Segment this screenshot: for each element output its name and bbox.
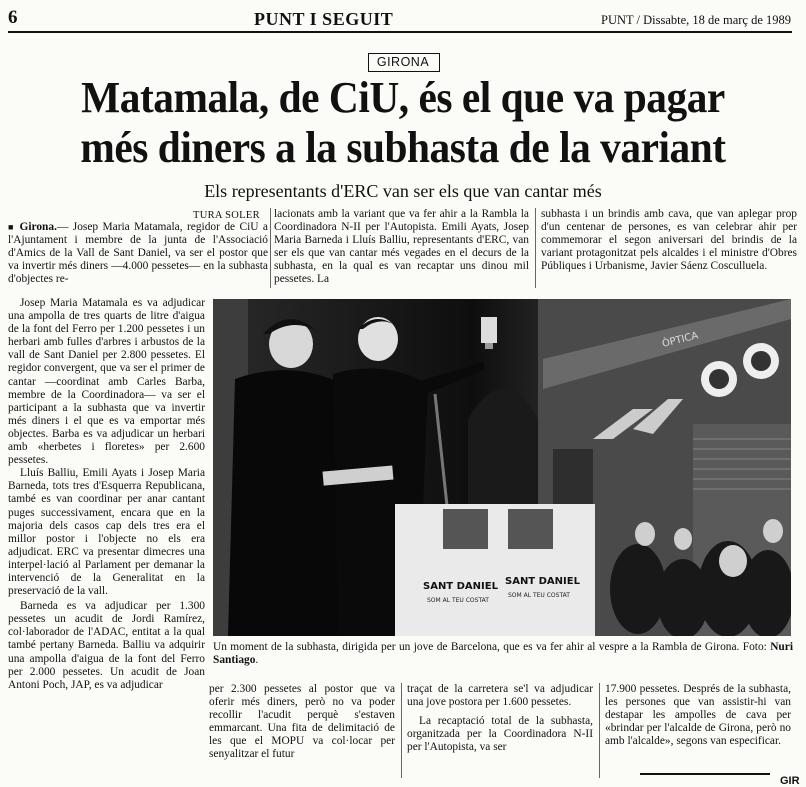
dateline: PUNT / Dissabte, 18 de març de 1989 [601,13,792,27]
left-column [8,297,205,692]
lead-place: Girona. [19,221,57,233]
bottom-column-3-p2: La recaptació total de la subhasta, organitzada per la Coordinadora N-II per l'Autopista, va ser [407,715,593,754]
caption-end: . [255,654,259,666]
column-rule [535,208,536,288]
photo-credit: Nuri Santiago [213,641,793,666]
header-rule [8,31,792,33]
subheadline: Els representants d'ERC van ser els que van cantar més [204,181,602,201]
left-paragraph-1: Josep Maria Matamala es va adjudicar una ampolla de tres quarts de litre d'aigua de la font del Ferro per 1.200 pessetes i un herbari amb fulles d'arbres i arbustos de la vall de Sant Daniel per 2.800 pessetes. El regidor convergent, que va ser el primer de cantar —coordinat amb Carles Barba, membre de la Coordinadora— va ser el participant a la subhasta que va invertir més diners i el que es va emportar més objectes. Barba es va adjudicar un herbari amb «herbetes i floretes» per 2.600 pessetes. [8,297,205,467]
next-article-fragment: GIR [780,775,800,787]
photo-caption [213,641,793,667]
photo-illustration [213,299,791,636]
top-column-3: subhasta i un brindis amb cava, que van aplegar prop d'un centenar de persones, es van celebrar ahir per commemorar el segon aniversari del brindis de la variant protagonitzat pels alcaldes i el ministre d'Obres Públiques i Urbanisme, Javier Sáenz Cosculluela. [541,208,797,273]
left-paragraph-2: Lluís Balliu, Emili Ayats i Josep Maria Barneda, tots tres d'Esquerra Republicana, també es van coordinar per anar cantant puges successivament, encara que en la majoria dels casos cap dels tres era el millor postor i l'objecte no els era adjudicat. ERC va presentar dimecres una interpel·lació al Parlament per demanar la intervenció de la Generalitat en la preservació de la vall. [8,467,205,598]
bottom-column-3 [407,683,593,754]
news-photo [213,299,791,636]
lead-text: — Josep Maria Matamala, regidor de CiU a l'Ajuntament i membre de la junta de l'Associació d'Amics de la Vall de Sant Daniel, va ser el postor que va invertir més diners —4.000 pessetes— en la subhasta d'objectes re- [8,221,268,286]
lead-paragraph: ■ Girona.— Josep Maria Matamala, regidor de CiU a l'Ajuntament i membre de la junta de l'Associació d'Amics de la Vall de Sant Daniel, va ser el postor que va invertir més diners —4.000 pessetes— en la subhasta d'objectes re- [8,221,268,286]
section-title: PUNT I SEGUIT [254,9,394,29]
photo-banner-left: SANT DANIEL [423,581,498,592]
column-rule [401,683,402,778]
photo-banner-sub-right: SOM AL TEU COSTAT [508,592,570,599]
column-rule [270,208,271,288]
headline-line-2: més diners a la subhasta de la variant [80,123,726,172]
bottom-column-4: 17.900 pessetes. Després de la subhasta, les persones que van assistir-hi van destapar les ampolles de cava per «brindar per l'alcalde de Girona, però no amb l'alcalde», segons van especificar. [605,683,791,748]
photo-banner-right: SANT DANIEL [505,576,580,587]
column-rule [599,683,600,778]
footer-rule [640,773,770,775]
byline: TURA SOLER [193,210,260,221]
left-paragraph-3: Barneda es va adjudicar per 1.300 pessetes un acudit de Jordi Ramírez, col·laborador de l'ADAC, entitat a la qual també pertany Barneda. Balliu va adquirir una ampolla d'aigua de la font del Ferro per 2.000 pessetes. Un acudit de Joan Antoni Poch, JAP, es va adjudicar [8,600,205,691]
caption-text: Un moment de la subhasta, dirigida per un jove de Barcelona, que es va fer ahir al vespre a la Rambla de Girona. Foto: [213,641,771,653]
bottom-column-3-p1: traçat de la carretera se'l va adjudicar una jove postora per 1.600 pessetes. [407,683,593,709]
kicker: GIRONA [376,55,430,69]
page-number: 6 [8,7,18,28]
photo-banner-sub-left: SOM AL TEU COSTAT [427,597,489,604]
headline-line-1: Matamala, de CiU, és el que va pagar [81,73,725,122]
top-column-2: lacionats amb la variant que va fer ahir a la Rambla la Coordinadora N-II per l'Autopista. Emili Ayats, Josep Maria Barneda i Lluís Balliu, representants d'ERC, van ser els que van cantar més vegades en el decurs de la subhasta, en la qual es van recaptar uns dinou mil pessetes. La [274,208,529,286]
bottom-column-2: per 2.300 pessetes al postor que va oferir més diners, però no va poder recollir l'acudit perquè s'estaven emmarcant. Una fita de delimitació de les que el MOPU va col·locar per senyalitzar el futur [209,683,395,761]
photo-sign-text: ÒPTICA [661,330,700,350]
